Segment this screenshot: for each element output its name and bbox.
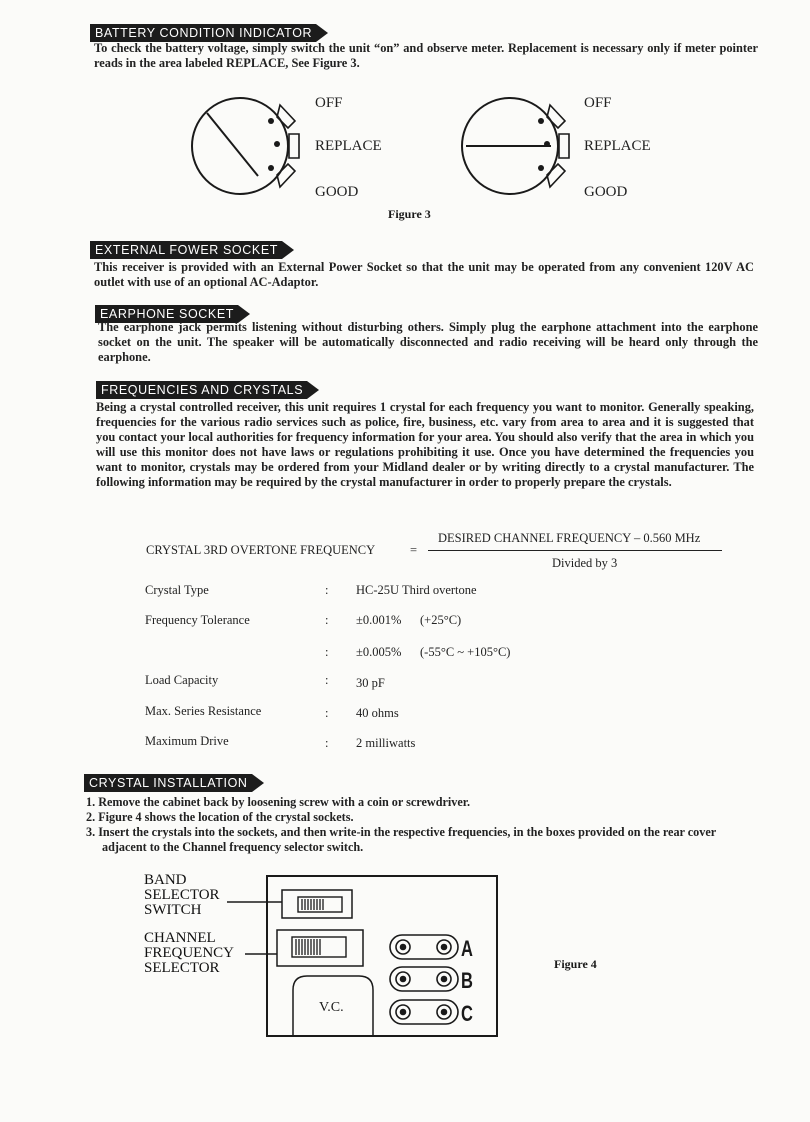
meter-good-icon bbox=[454, 88, 579, 208]
spec-sep: : bbox=[325, 736, 329, 750]
spec-label: Maximum Drive bbox=[145, 734, 229, 748]
spec-value: ±0.001% bbox=[356, 613, 402, 627]
installation-step: 3. Insert the crystals into the sockets, and then write-in the respective frequencies, in the boxes provided on the rear cover adjacent to the Channel frequency selector switch. bbox=[86, 825, 716, 854]
spec-value: 2 milliwatts bbox=[356, 736, 416, 750]
figure4-caption: Figure 4 bbox=[554, 957, 597, 971]
meter-label-good: GOOD bbox=[584, 184, 628, 200]
spec-sep: : bbox=[325, 673, 329, 687]
section-header-battery bbox=[90, 24, 328, 42]
spec-label: Load Capacity bbox=[145, 673, 219, 687]
spec-sep: : bbox=[325, 706, 329, 720]
formula-numerator: DESIRED CHANNEL FREQUENCY – 0.560 MHz bbox=[438, 531, 701, 545]
meter-label-good: GOOD bbox=[315, 184, 359, 200]
section-title: FREQUENCIES AND CRYSTALS bbox=[96, 381, 307, 399]
earphone-paragraph: The earphone jack permits listening without disturbing others. Simply plug the earphone attachment into the earphone socket on the unit. The speaker will be automatically disconnected and radio receiving will be heard only through the earphone. bbox=[98, 320, 758, 364]
meter-label-off: OFF bbox=[315, 95, 343, 111]
band-selector-label: BAND SELECTOR SWITCH bbox=[144, 872, 220, 918]
spec-value: 40 ohms bbox=[356, 706, 399, 720]
installation-step: 1. Remove the cabinet back by loosening screw with a coin or screwdriver. bbox=[86, 795, 471, 809]
vc-label: V.C. bbox=[319, 1000, 344, 1015]
fraction-bar bbox=[428, 550, 722, 551]
battery-paragraph: To check the battery voltage, simply switch the unit “on” and observe meter. Replacement is necessary only if meter pointer reads in the area labeled REPLACE, See Figure 3. bbox=[94, 41, 758, 70]
spec-sep: : bbox=[325, 645, 329, 659]
socket-label-b: B bbox=[461, 968, 473, 993]
spec-value: 30 pF bbox=[356, 676, 385, 690]
spec-sep: : bbox=[325, 583, 329, 597]
external-power-paragraph: This receiver is provided with an External Power Socket so that the unit may be operated from any convenient 120V AC outlet with use of an optional AC-Adaptor. bbox=[94, 260, 754, 289]
meter-replace-icon bbox=[185, 88, 305, 208]
spec-label: Max. Series Resistance bbox=[145, 704, 262, 718]
spec-sep: : bbox=[325, 613, 329, 627]
socket-label-c: C bbox=[461, 1001, 473, 1026]
channel-selector-label: CHANNEL FREQUENCY SELECTOR bbox=[144, 930, 235, 976]
section-header-installation bbox=[84, 774, 264, 792]
meter-label-off: OFF bbox=[584, 95, 612, 111]
spec-label: Crystal Type bbox=[145, 583, 209, 597]
figure3-caption: Figure 3 bbox=[388, 207, 431, 221]
frequencies-paragraph: Being a crystal controlled receiver, this unit requires 1 crystal for each frequency you want to monitor. Generally speaking, frequencies for the various radio services such as police, fire, business, etc. vary from area to area and it is suggested that you contact your local authorities for frequency information for your area. You should also verify that the area in which you will use this monitor does not have laws or regulations prohibiting it use. Once you have determined the frequencies you want to monitor, crystals may be ordered from your Midland dealer or by writing directly to a crystal manufacturer. The following information may be required by the crystal manufacturer in order to properly prepare the crystals. bbox=[96, 400, 754, 489]
spec-note: (-55°C ~ +105°C) bbox=[420, 645, 511, 659]
meter-label-replace: REPLACE bbox=[584, 138, 651, 154]
section-header-frequencies bbox=[96, 381, 319, 399]
formula-denominator: Divided by 3 bbox=[552, 556, 618, 570]
installation-step: 2. Figure 4 shows the location of the crystal sockets. bbox=[86, 810, 354, 824]
section-header-external-power bbox=[90, 241, 294, 259]
section-title: CRYSTAL INSTALLATION bbox=[84, 774, 252, 792]
meter-label-replace: REPLACE bbox=[315, 138, 382, 154]
spec-label: Frequency Tolerance bbox=[145, 613, 250, 627]
formula-equals: = bbox=[410, 543, 418, 557]
section-title: BATTERY CONDITION INDICATOR bbox=[90, 24, 316, 42]
spec-note: (+25°C) bbox=[420, 613, 462, 627]
section-title: EXTERNAL FOWER SOCKET bbox=[90, 241, 282, 259]
section-title: EARPHONE SOCKET bbox=[95, 305, 238, 323]
formula-lhs: CRYSTAL 3RD OVERTONE FREQUENCY bbox=[146, 543, 376, 557]
spec-value: HC-25U Third overtone bbox=[356, 583, 477, 597]
socket-label-a: A bbox=[461, 936, 473, 961]
spec-value: ±0.005% bbox=[356, 645, 402, 659]
